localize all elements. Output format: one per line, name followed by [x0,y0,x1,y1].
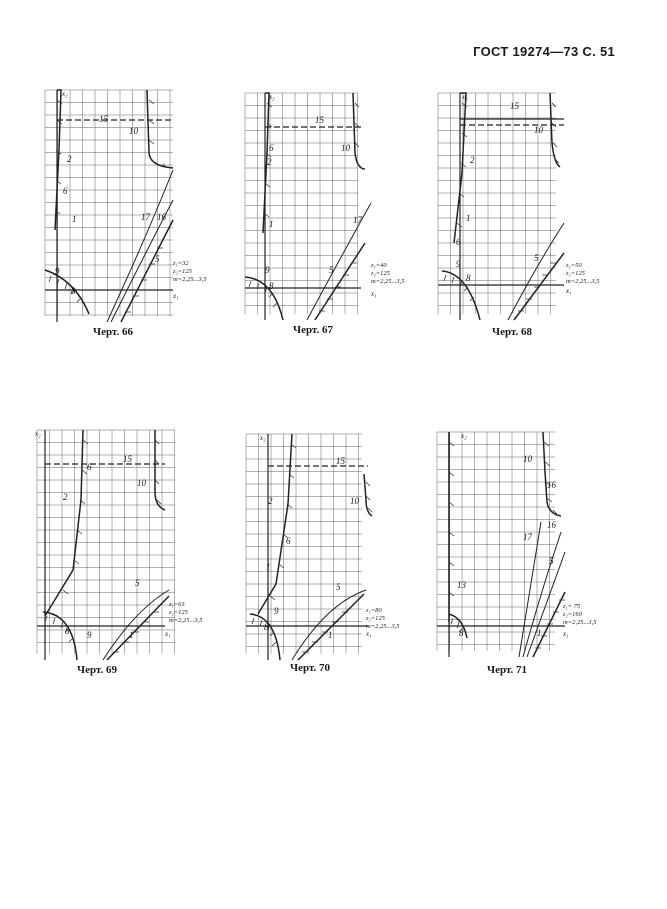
chart-67 [245,93,405,336]
svg-text:z₂=125: z₂=125 [366,615,385,622]
svg-text:z₁= 75: z₁= 75 [563,603,581,610]
svg-text:z₁=63: z₁=63 [169,601,185,608]
label-17: 17 [353,215,362,225]
axis-y-label: x₂ [461,432,467,440]
svg-text:z₁=50: z₁=50 [566,262,582,269]
label-6: 6 [87,462,92,472]
label-10: 10 [350,496,359,506]
label-2: 2 [267,157,272,167]
axis-y-label: x₂ [462,93,468,101]
label-5: 5 [549,556,554,566]
label-9: 9 [265,265,270,275]
grid [437,432,555,651]
label-5: 5 [336,582,341,592]
chart-69-graphic [35,430,203,660]
label-8: 8 [65,626,70,636]
chart-71-graphic [437,432,597,657]
label-2: 2 [268,496,273,506]
svg-text:z₁=32: z₁=32 [173,260,189,267]
label-10: 10 [129,126,138,136]
chart-67-caption: Черт. 67 [293,324,334,336]
chart-71 [437,432,597,676]
chart-66-caption: Черт. 66 [93,326,134,338]
svg-text:m=2,25...3,5: m=2,25...3,5 [566,278,600,285]
label-10: 10 [341,143,350,153]
chart-68 [438,93,600,338]
label-6: 6 [269,143,274,153]
label-2: 2 [67,154,72,164]
chart-67-labels [265,115,363,291]
svg-text:z₁=40: z₁=40 [371,262,387,269]
chart-68-graphic [438,93,600,320]
label-5: 5 [155,254,160,264]
label-9: 9 [456,259,461,269]
label-5: 5 [534,253,539,263]
axis-y-label: x₂ [269,93,275,101]
label-5: 5 [135,578,140,588]
grid [246,434,362,654]
label-9: 9 [274,606,279,616]
svg-text:m=2,25...3,5: m=2,25...3,5 [169,617,203,624]
label-10: 10 [534,125,543,135]
chart-66 [45,90,207,338]
label-5: 5 [329,265,334,275]
label-8: 8 [269,281,274,291]
label-2: 2 [470,155,475,165]
label-15: 15 [510,101,519,111]
svg-text:m=2,25...3,5: m=2,25...3,5 [366,623,400,630]
svg-text:z₂=125: z₂=125 [566,270,585,277]
axis-y-label: x₂ [260,434,266,442]
label-6: 6 [63,186,68,196]
label-1: 1 [269,219,274,229]
label-13: 13 [457,580,466,590]
label-6: 6 [456,237,461,247]
label-16b: 16 [547,520,556,530]
axis-x-label: x₁ [566,287,572,295]
chart-70-caption: Черт. 70 [290,662,331,674]
svg-text:z₂=125: z₂=125 [173,268,192,275]
label-8: 8 [466,273,471,283]
label-8: 8 [459,628,464,638]
label-1: 1 [537,628,542,638]
label-15: 15 [99,114,108,124]
label-16: 16 [157,212,166,222]
chart-69-caption: Черт. 69 [77,664,118,676]
chart-66-labels [55,114,167,296]
axis-x-label: x₁ [173,292,179,300]
chart-68-caption: Черт. 68 [492,326,533,338]
axis-x-label: x₁ [371,290,377,298]
chart-71-labels [457,454,557,638]
svg-text:z₂=160: z₂=160 [563,611,582,618]
label-15: 15 [315,115,324,125]
svg-text:m=2,25...3,5: m=2,25...3,5 [563,619,597,626]
label-1: 1 [72,214,77,224]
label-17: 17 [141,212,150,222]
chart-66-params [172,260,207,283]
chart-67-params [370,262,405,285]
label-1: 1 [129,630,134,640]
label-8: 8 [264,622,269,632]
label-8: 8 [71,286,76,296]
chart-66-graphic [45,90,207,322]
label-17: 17 [523,532,532,542]
chart-70-params [365,607,400,630]
label-2: 2 [63,492,68,502]
label-6: 6 [286,536,291,546]
axis-x-label: x₁ [563,630,569,638]
label-10: 10 [137,478,146,488]
svg-text:m=2,25...3,5: m=2,25...3,5 [371,278,405,285]
chart-69-params [168,601,203,624]
svg-text:z₂=125: z₂=125 [371,270,390,277]
chart-71-params [562,603,597,626]
label-1b: 1 [328,630,333,640]
axis-y-label: x₂ [35,430,41,438]
chart-70-graphic [246,434,400,660]
label-15: 15 [336,456,345,466]
label-1: 1 [266,562,271,572]
label-9: 9 [55,266,60,276]
svg-text:z₂=125: z₂=125 [169,609,188,616]
axis-y-label: x₂ [62,90,68,98]
svg-text:m=2,25...3,5: m=2,25...3,5 [173,276,207,283]
page-header: ГОСТ 19274—73 С. 51 [473,44,615,59]
axis-x-label: x₁ [366,630,372,638]
label-15: 15 [123,454,132,464]
label-1: 1 [466,213,471,223]
svg-text:z₁=80: z₁=80 [366,607,382,614]
chart-70 [246,434,400,674]
chart-69 [35,430,203,676]
axis-x-label: x₁ [165,630,171,638]
label-10: 10 [523,454,532,464]
chart-71-caption: Черт. 71 [487,664,528,676]
chart-68-params [565,262,600,285]
label-16: 16 [547,480,556,490]
chart-67-graphic [245,93,405,320]
label-9: 9 [87,630,92,640]
